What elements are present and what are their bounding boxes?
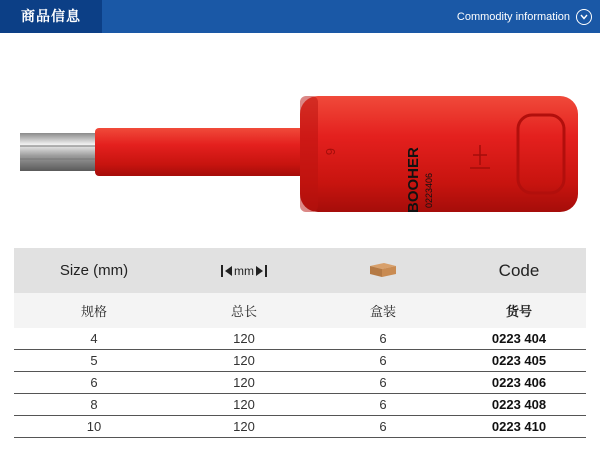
- chevron-down-icon: [576, 9, 592, 25]
- header-bar: [0, 0, 600, 33]
- table-row: [14, 394, 586, 416]
- cell-code: 0223 406: [491, 375, 547, 390]
- commodity-info-link[interactable]: [457, 0, 592, 33]
- cell-box: 6: [379, 353, 387, 368]
- spec-table: [14, 248, 586, 438]
- header-title: 商品信息: [0, 0, 102, 33]
- product-code-print: 0223406: [424, 172, 434, 208]
- cell-size: 8: [90, 397, 98, 412]
- cell-length: 120: [233, 331, 255, 346]
- commodity-info-label: Commodity information: [456, 10, 570, 23]
- cell-code: 0223 410: [491, 419, 547, 434]
- product-image: [0, 33, 600, 248]
- table-header-en: [14, 248, 586, 293]
- cell-code: 0223 404: [491, 331, 547, 346]
- cell-box: 6: [379, 419, 387, 434]
- product-size-print: 6: [323, 148, 338, 156]
- col-length-unit: mm: [234, 263, 254, 278]
- product-brand-print: BOOHER: [405, 147, 422, 213]
- col-size-cn: 规格: [80, 304, 107, 319]
- cell-length: 120: [233, 397, 255, 412]
- cell-box: 6: [379, 375, 387, 390]
- table-row: [14, 350, 586, 372]
- cell-size: 4: [90, 331, 98, 346]
- cell-code: 0223 408: [491, 397, 547, 412]
- col-length-cn: 总长: [230, 304, 257, 319]
- length-dimension-icon: [174, 264, 314, 278]
- col-box-cn: 盒装: [369, 304, 396, 319]
- cell-length: 120: [233, 353, 255, 368]
- col-box-en: [314, 260, 452, 282]
- table-row: [14, 372, 586, 394]
- col-size-en: Size (mm): [59, 262, 129, 279]
- col-code-cn: 货号: [505, 304, 532, 319]
- col-code-en: Code: [498, 260, 540, 280]
- col-length-en: [174, 264, 314, 278]
- table-header-cn: [14, 293, 586, 328]
- table-row: [14, 416, 586, 438]
- cell-code: 0223 405: [491, 353, 547, 368]
- cell-box: 6: [379, 331, 387, 346]
- cell-size: 10: [86, 419, 102, 434]
- cell-length: 120: [233, 375, 255, 390]
- cell-size: 5: [90, 353, 98, 368]
- table-row: [14, 328, 586, 350]
- box-icon: [368, 260, 398, 278]
- cell-size: 6: [90, 375, 98, 390]
- insulated-socket-illustration: [0, 33, 600, 248]
- cell-box: 6: [379, 397, 387, 412]
- cell-length: 120: [233, 419, 255, 434]
